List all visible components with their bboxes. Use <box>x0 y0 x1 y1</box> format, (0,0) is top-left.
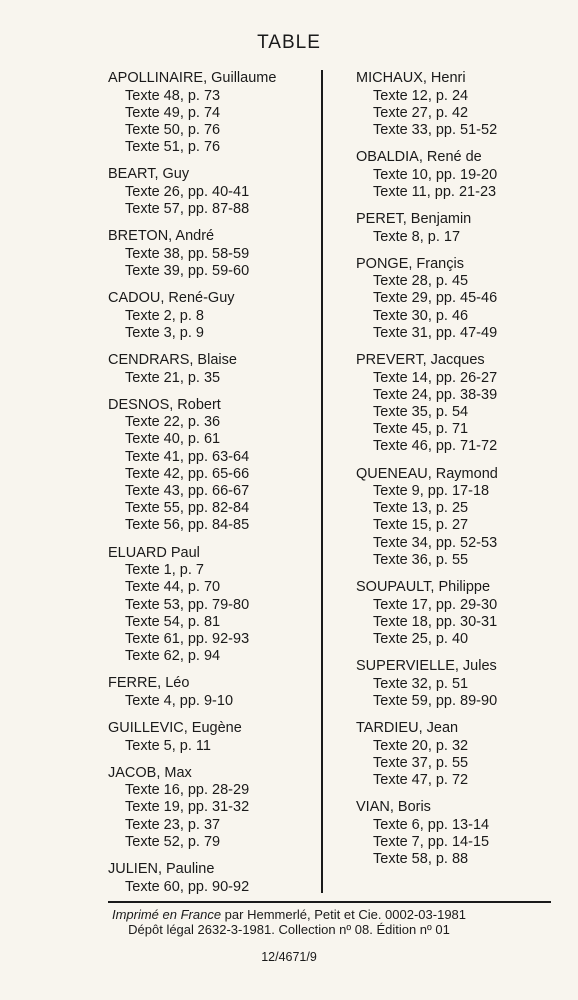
text-reference: Texte 29, pp. 45-46 <box>373 290 498 307</box>
author-name: BEART, Guy <box>108 166 190 183</box>
author-entry <box>356 579 561 648</box>
text-reference: Texte 30, p. 46 <box>373 307 469 324</box>
author-entry <box>108 861 313 896</box>
text-reference: Texte 17, pp. 29-30 <box>373 596 498 613</box>
text-reference: Texte 39, pp. 59-60 <box>125 262 250 279</box>
text-reference: Texte 4, pp. 9-10 <box>125 692 234 709</box>
printer-name-text: par Hemmerlé, Petit et Cie. 0002-03-1981 <box>221 907 467 922</box>
text-reference: Texte 32, p. 51 <box>373 675 469 692</box>
author-name: APOLLINAIRE, Guillaume <box>108 70 277 86</box>
text-reference: Texte 35, p. 54 <box>373 403 469 420</box>
author-entry <box>108 290 313 342</box>
author-entry <box>356 352 561 456</box>
author-entry <box>356 466 561 570</box>
text-reference: Texte 50, p. 76 <box>125 121 221 138</box>
text-reference: Texte 21, p. 35 <box>125 369 221 386</box>
author-name: FERRE, Léo <box>108 675 190 692</box>
text-reference: Texte 7, pp. 14-15 <box>373 833 490 850</box>
text-reference: Texte 41, pp. 63-64 <box>125 448 250 465</box>
text-reference: Texte 55, pp. 82-84 <box>125 500 250 517</box>
text-reference: Texte 40, p. 61 <box>125 431 221 448</box>
author-entry <box>108 720 313 755</box>
text-reference: Texte 19, pp. 31-32 <box>125 799 250 816</box>
text-reference: Texte 22, p. 36 <box>125 414 221 431</box>
author-entry <box>356 799 561 868</box>
author-name: MICHAUX, Henri <box>356 70 466 86</box>
text-reference: Texte 27, p. 42 <box>373 104 469 121</box>
text-reference: Texte 10, pp. 19-20 <box>373 166 498 183</box>
author-entry <box>356 720 561 789</box>
author-name: OBALDIA, René de <box>356 149 482 166</box>
author-name: TARDIEU, Jean <box>356 720 459 737</box>
author-name: BRETON, André <box>108 228 215 245</box>
text-reference: Texte 42, pp. 65-66 <box>125 465 250 482</box>
text-reference: Texte 43, pp. 66-67 <box>125 483 250 500</box>
printed-in-france-text: Imprimé en France <box>111 907 222 922</box>
text-reference: Texte 56, pp. 84-85 <box>125 517 250 534</box>
text-reference: Texte 6, pp. 13-14 <box>373 816 490 833</box>
text-reference: Texte 13, p. 25 <box>373 500 469 517</box>
text-reference: Texte 38, pp. 58-59 <box>125 245 250 262</box>
text-reference: Texte 3, p. 9 <box>125 324 204 341</box>
text-reference: Texte 58, p. 88 <box>373 851 469 868</box>
author-entry <box>108 70 313 156</box>
text-reference: Texte 28, p. 45 <box>373 273 469 290</box>
text-reference: Texte 60, pp. 90-92 <box>125 878 250 895</box>
author-name: JULIEN, Pauline <box>108 861 215 878</box>
text-reference: Texte 62, p. 94 <box>125 648 221 665</box>
footer-divider <box>108 901 551 903</box>
author-name: VIAN, Boris <box>356 799 431 816</box>
author-name: SUPERVIELLE, Jules <box>356 658 497 675</box>
author-entry <box>108 166 313 218</box>
text-reference: Texte 49, p. 74 <box>125 104 221 121</box>
text-reference: Texte 14, pp. 26-27 <box>373 369 498 386</box>
text-reference: Texte 52, p. 79 <box>125 833 221 850</box>
text-reference: Texte 26, pp. 40-41 <box>125 183 250 200</box>
text-reference: Texte 11, pp. 21-23 <box>373 183 497 200</box>
author-entry <box>356 256 561 342</box>
author-entry <box>108 675 313 710</box>
index-column-right <box>356 70 561 878</box>
author-entry <box>356 70 561 139</box>
text-reference: Texte 33, pp. 51-52 <box>373 121 498 138</box>
text-reference: Texte 31, pp. 47-49 <box>373 324 498 341</box>
author-name: PREVERT, Jacques <box>356 352 485 369</box>
text-reference: Texte 12, p. 24 <box>373 87 469 104</box>
author-entry <box>108 228 313 280</box>
column-divider <box>321 70 323 893</box>
author-name: CENDRARS, Blaise <box>108 352 237 369</box>
author-name: DESNOS, Robert <box>108 396 221 413</box>
text-reference: Texte 23, p. 37 <box>125 816 221 833</box>
author-entry <box>108 352 313 387</box>
text-reference: Texte 53, pp. 79-80 <box>125 596 250 613</box>
text-reference: Texte 37, p. 55 <box>373 754 469 771</box>
text-reference: Texte 34, pp. 52-53 <box>373 534 498 551</box>
text-reference: Texte 24, pp. 38-39 <box>373 386 498 403</box>
text-reference: Texte 61, pp. 92-93 <box>125 630 250 647</box>
text-reference: Texte 25, p. 40 <box>373 630 469 647</box>
author-name: CADOU, René-Guy <box>108 290 235 307</box>
text-reference: Texte 59, pp. 89-90 <box>373 692 498 709</box>
text-reference: Texte 47, p. 72 <box>373 771 469 788</box>
author-entry <box>356 658 561 710</box>
text-reference: Texte 15, p. 27 <box>373 517 469 534</box>
text-reference: Texte 1, p. 7 <box>125 562 204 579</box>
page-title: TABLE <box>257 32 321 53</box>
text-reference: Texte 9, pp. 17-18 <box>373 483 490 500</box>
text-reference: Texte 8, p. 17 <box>373 228 461 245</box>
text-reference: Texte 44, p. 70 <box>125 579 221 596</box>
author-name: ELUARD Paul <box>108 544 200 561</box>
legal-deposit-line: Dépôt légal 2632-3-1981. Collection nº 08. Édition nº 01 <box>128 922 450 937</box>
author-name: JACOB, Max <box>108 764 192 781</box>
text-reference: Texte 45, p. 71 <box>373 421 469 438</box>
author-entry <box>108 765 313 851</box>
author-name: GUILLEVIC, Eugène <box>108 720 242 737</box>
text-reference: Texte 18, pp. 30-31 <box>373 613 498 630</box>
text-reference: Texte 46, pp. 71-72 <box>373 438 498 455</box>
text-reference: Texte 20, p. 32 <box>373 737 469 754</box>
author-name: PONGE, Françis <box>356 255 464 272</box>
text-reference: Texte 36, p. 55 <box>373 551 469 568</box>
author-entry <box>108 397 313 535</box>
print-code: 12/4671/9 <box>261 950 317 964</box>
printer-line <box>0 907 578 922</box>
text-reference: Texte 2, p. 8 <box>125 307 204 324</box>
text-reference: Texte 5, p. 11 <box>125 737 211 754</box>
index-column-left <box>108 70 313 906</box>
author-entry <box>108 545 313 666</box>
text-reference: Texte 48, p. 73 <box>125 87 221 104</box>
text-reference: Texte 51, p. 76 <box>125 139 221 156</box>
text-reference: Texte 16, pp. 28-29 <box>125 782 250 799</box>
author-name: SOUPAULT, Philippe <box>356 579 491 596</box>
author-name: QUENEAU, Raymond <box>356 465 498 482</box>
author-entry <box>356 149 561 201</box>
text-reference: Texte 57, pp. 87-88 <box>125 201 250 218</box>
author-entry <box>356 211 561 246</box>
author-name: PERET, Benjamin <box>356 211 472 228</box>
text-reference: Texte 54, p. 81 <box>125 613 221 630</box>
